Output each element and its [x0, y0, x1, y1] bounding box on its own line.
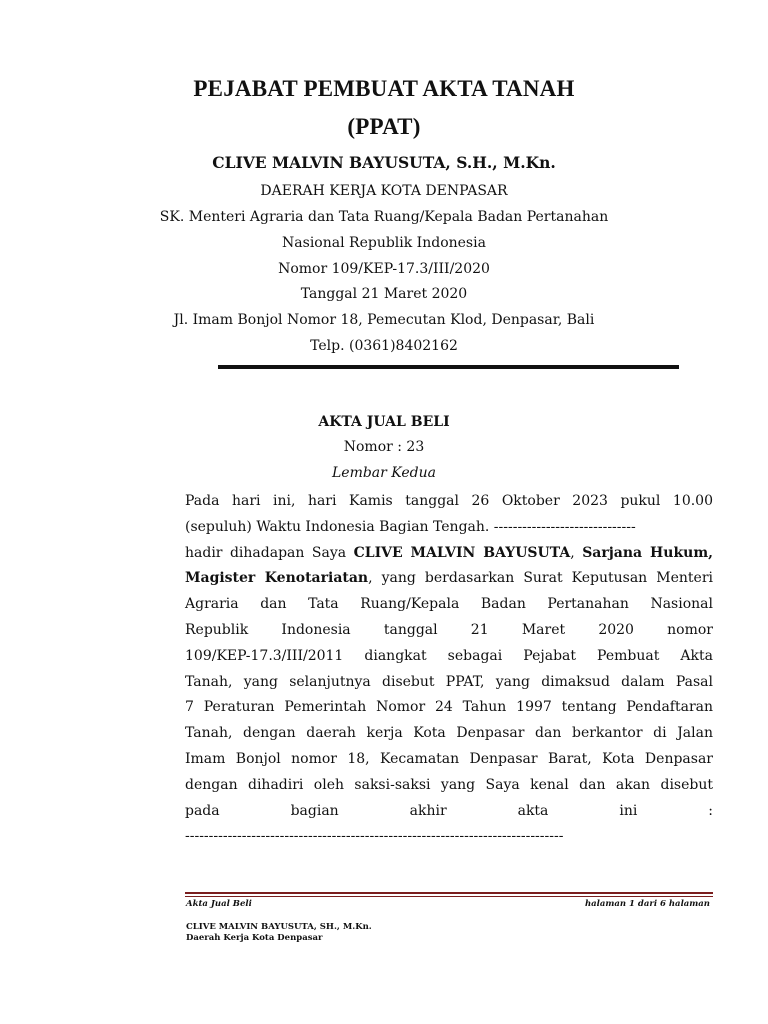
body-text: , [570, 544, 583, 561]
body-line: Imam Bonjol nomor 18, Kecamatan Denpasar Barat, Kota Denpasar [185, 750, 713, 767]
work-area: DAERAH KERJA KOTA DENPASAR [260, 183, 508, 199]
body-line: Republik Indonesia tanggal 21 Maret 2020 nomor [185, 621, 713, 638]
body-line: Agraria dan Tata Ruang/Kepala Badan Pertanahan Nasional [185, 596, 713, 613]
header-title: PEJABAT PEMBUAT AKTA TANAH [193, 76, 575, 101]
body-line: Tanah, dengan daerah kerja Kota Denpasar dan berkantor di Jalan [185, 725, 713, 742]
decree-date: Tanggal 21 Maret 2020 [300, 286, 468, 302]
office-address: Jl. Imam Bonjol Nomor 18, Pemecutan Klod, Denpasar, Bali [173, 312, 595, 328]
decree-line: SK. Menteri Agraria dan Tata Ruang/Kepala Badan Pertanahan [159, 209, 609, 225]
ppat-name-inline: CLIVE MALVIN BAYUSUTA [353, 544, 571, 561]
body-line: 7 Peraturan Pemerintah Nomor 24 Tahun 1997 tentang Pendaftaran [185, 699, 713, 716]
footer-page-number: halaman 1 dari 6 halaman [584, 899, 710, 909]
header-title-abbrev: (PPAT) [347, 114, 421, 139]
footer-document-name: Akta Jual Beli [186, 899, 252, 909]
ppat-name: CLIVE MALVIN BAYUSUTA, S.H., M.Kn. [212, 153, 556, 172]
body-line: -------------------------------------------------------------------------------- [185, 828, 564, 845]
header-divider [218, 365, 679, 369]
body-line: Tanah, yang selanjutnya disebut PPAT, yang dimaksud dalam Pasal [185, 673, 713, 690]
footer-work-area: Daerah Kerja Kota Denpasar [186, 933, 323, 943]
decree-number: Nomor 109/KEP-17.3/III/2020 [278, 261, 490, 277]
body-text: hadir dihadapan Saya [185, 544, 354, 561]
body-line: (sepuluh) Waktu Indonesia Bagian Tengah. ------------------------------ [185, 518, 636, 535]
office-phone: Telp. (0361)8402162 [310, 338, 458, 354]
footer-divider [185, 892, 713, 894]
degree-inline: Sarjana Hukum, [582, 544, 714, 561]
body-text: , yang berdasarkan Surat Keputusan Menteri [368, 570, 713, 587]
footer-ppat-name: CLIVE MALVIN BAYUSUTA, SH., M.Kn. [186, 922, 372, 932]
body-line [185, 541, 713, 567]
body-line: Pada hari ini, hari Kamis tanggal 26 Oktober 2023 pukul 10.00 [185, 493, 713, 509]
deed-body [185, 489, 713, 850]
deed-title: AKTA JUAL BELI [318, 414, 450, 430]
footer-divider-thin [185, 896, 713, 897]
body-line: dengan dihadiri oleh saksi-saksi yang Saya kenal dan akan disebut [185, 776, 713, 793]
decree-line-2: Nasional Republik Indonesia [282, 235, 486, 251]
body-line [185, 566, 713, 592]
body-line: pada bagian akhir akta ini : [185, 802, 713, 819]
body-line: 109/KEP-17.3/III/2011 diangkat sebagai Pejabat Pembuat Akta [185, 647, 713, 664]
deed-number: Nomor : 23 [343, 439, 425, 455]
degree-inline-2: Magister Kenotariatan [185, 570, 369, 587]
deed-sheet: Lembar Kedua [331, 465, 436, 481]
